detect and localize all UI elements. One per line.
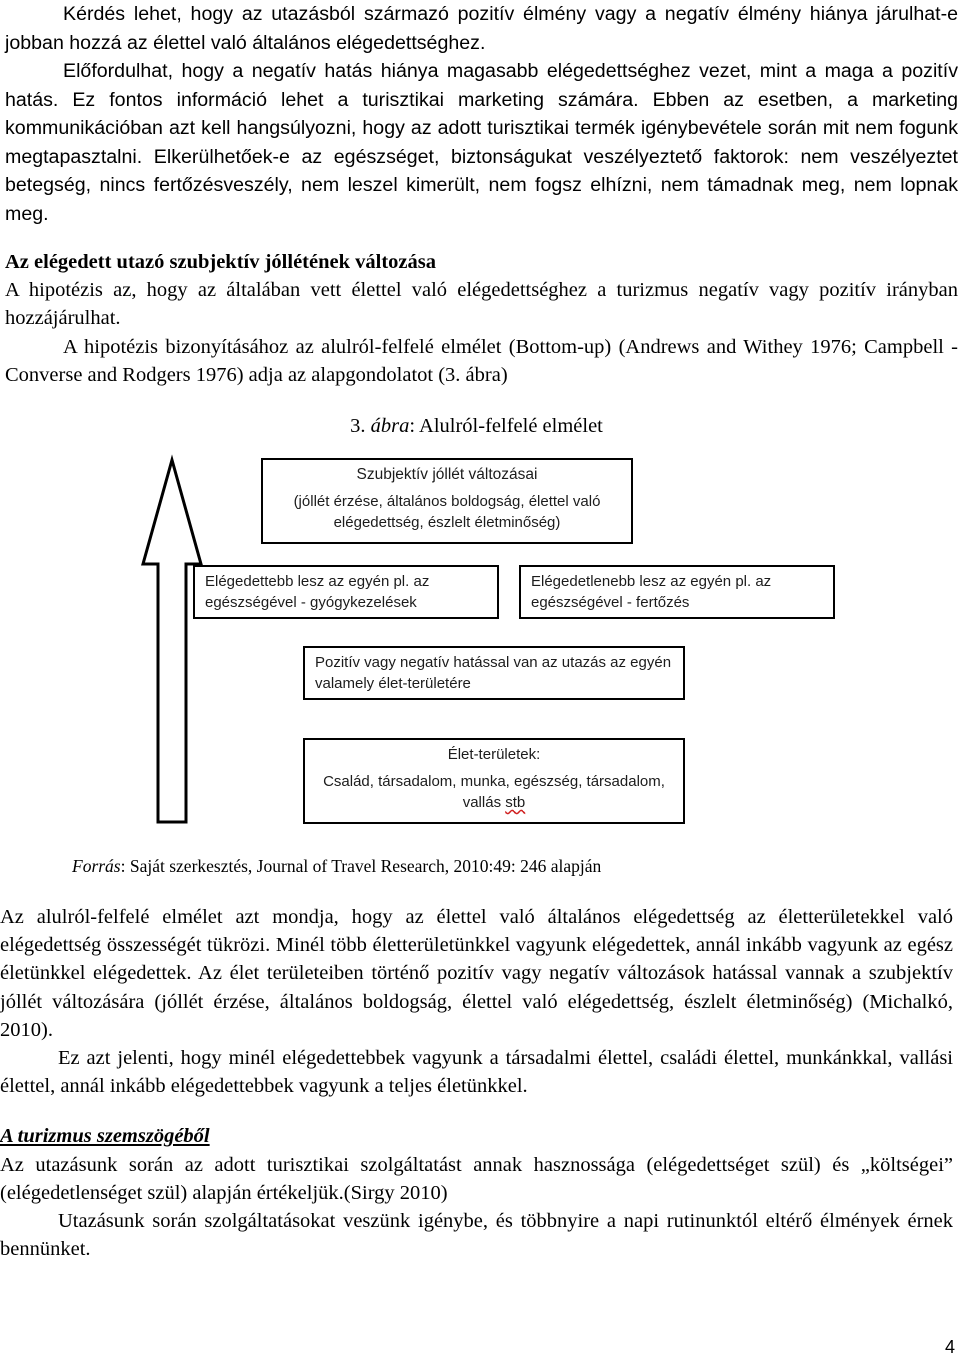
less-satisfied-box: Elégedetlenebb lesz az egyén pl. az egészségével - fertőzés bbox=[519, 565, 835, 619]
intro-paragraph-1: Kérdés lehet, hogy az utazásból származó pozitív élmény vagy a negatív élmény hiánya járulhat-e jobban hozzá az élettel való általános elégedettséghez. bbox=[5, 3, 958, 54]
services-paragraph: Utazásunk során szolgáltatásokat veszünk igénybe, és többnyire a napi rutinunktól eltérő élmények érnek bennünket. bbox=[0, 1210, 953, 1261]
spacer bbox=[5, 228, 958, 248]
hypothesis-paragraph: A hipotézis az, hogy az általában vett élettel való elégedettséghez a turizmus negatív vagy pozitív irányban hozzájárulhat. bbox=[5, 279, 958, 330]
theory-paragraph: Az alulról-felfelé elmélet azt mondja, hogy az élettel való általános elégedettség az életterületekkel való elégedettség összességét tükrözi. Minél több életterületünkkel vagyunk elégedettek, annál inkább vagyunk az egész életünkkel elégedettek. Az élet területeiben történő pozitív vagy negatív változások hatással vannak a szubjektív jóllét változására (jóllét érzése, általános boldogság, élettel való elégedettség, észlelt életminőség) (Michalkó, 2010). bbox=[0, 906, 953, 1041]
spacer bbox=[0, 1100, 953, 1122]
figure-source: Forrás: Saját szerkesztés, Journal of Travel Research, 2010:49: 246 alapján bbox=[72, 856, 602, 876]
tourism-heading: A turizmus szemszögéből bbox=[0, 1125, 210, 1148]
evaluation-paragraph: Az utazásunk során az adott turisztikai szolgáltatást annak hasznossága (elégedettséget szül) és „költségei” (elégedetlenséget szül) alapján értékeljük.(Sirgy 2010) bbox=[0, 1153, 953, 1204]
intro-paragraph-2: Előfordulhat, hogy a negatív hatás hiánya magasabb elégedettséghez vezet, mint a maga a pozitív hatás. Ez fontos információ lehet a turisztikai marketing számára. Ebben az esetben, a marketing kommunikációban azt kell hangsúlyozni, hogy az adott turisztikai termék igénybevétele során mit nem fogunk megtapasztalni. Elkerülhetőek-e az egészséget, biztonságukat veszélyeztető faktorok: nem veszélyeztet betegség, nincs fertőzésveszély, nem leszel kimerült, nem fogsz elhízni, nem támadnak meg, nem lopnak meg. bbox=[5, 60, 958, 225]
meaning-paragraph: Ez azt jelenti, hogy minél elégedettebbek vagyunk a társadalmi élettel, családi élettel, munkánkkal, vallási élettel, annál inkább elégedettebbek vagyunk a teljes életünkkel. bbox=[0, 1047, 953, 1098]
figure-title: 3. ábra: Alulról-felfelé elmélet bbox=[350, 415, 603, 437]
page-number: 4 bbox=[944, 1337, 955, 1357]
body-section bbox=[0, 903, 953, 1263]
page bbox=[5, 0, 958, 389]
upward-arrow-icon bbox=[137, 452, 207, 832]
bottom-up-diagram bbox=[137, 452, 960, 832]
travel-impact-box: Pozitív vagy negatív hatással van az utazás az egyén valamely élet-területére bbox=[303, 646, 685, 700]
section-heading: Az elégedett utazó szubjektív jóllétének változása bbox=[5, 251, 436, 273]
more-satisfied-box: Elégedettebb lesz az egyén pl. az egészségével - gyógykezelések bbox=[193, 565, 499, 619]
life-domains-box: Élet-területek: Család, társadalom, munka, egészség, társadalom, vallás stb bbox=[303, 738, 685, 824]
bottom-up-paragraph: A hipotézis bizonyításához az alulról-felfelé elmélet (Bottom-up) (Andrews and Withey 1976; Campbell - Converse and Rodgers 1976) adja az alapgondolatot (3. ábra) bbox=[5, 335, 958, 386]
subjective-wellbeing-box: Szubjektív jóllét változásai (jóllét érzése, általános boldogság, élettel való elégedettség, észlelt életminőség) bbox=[261, 458, 633, 544]
